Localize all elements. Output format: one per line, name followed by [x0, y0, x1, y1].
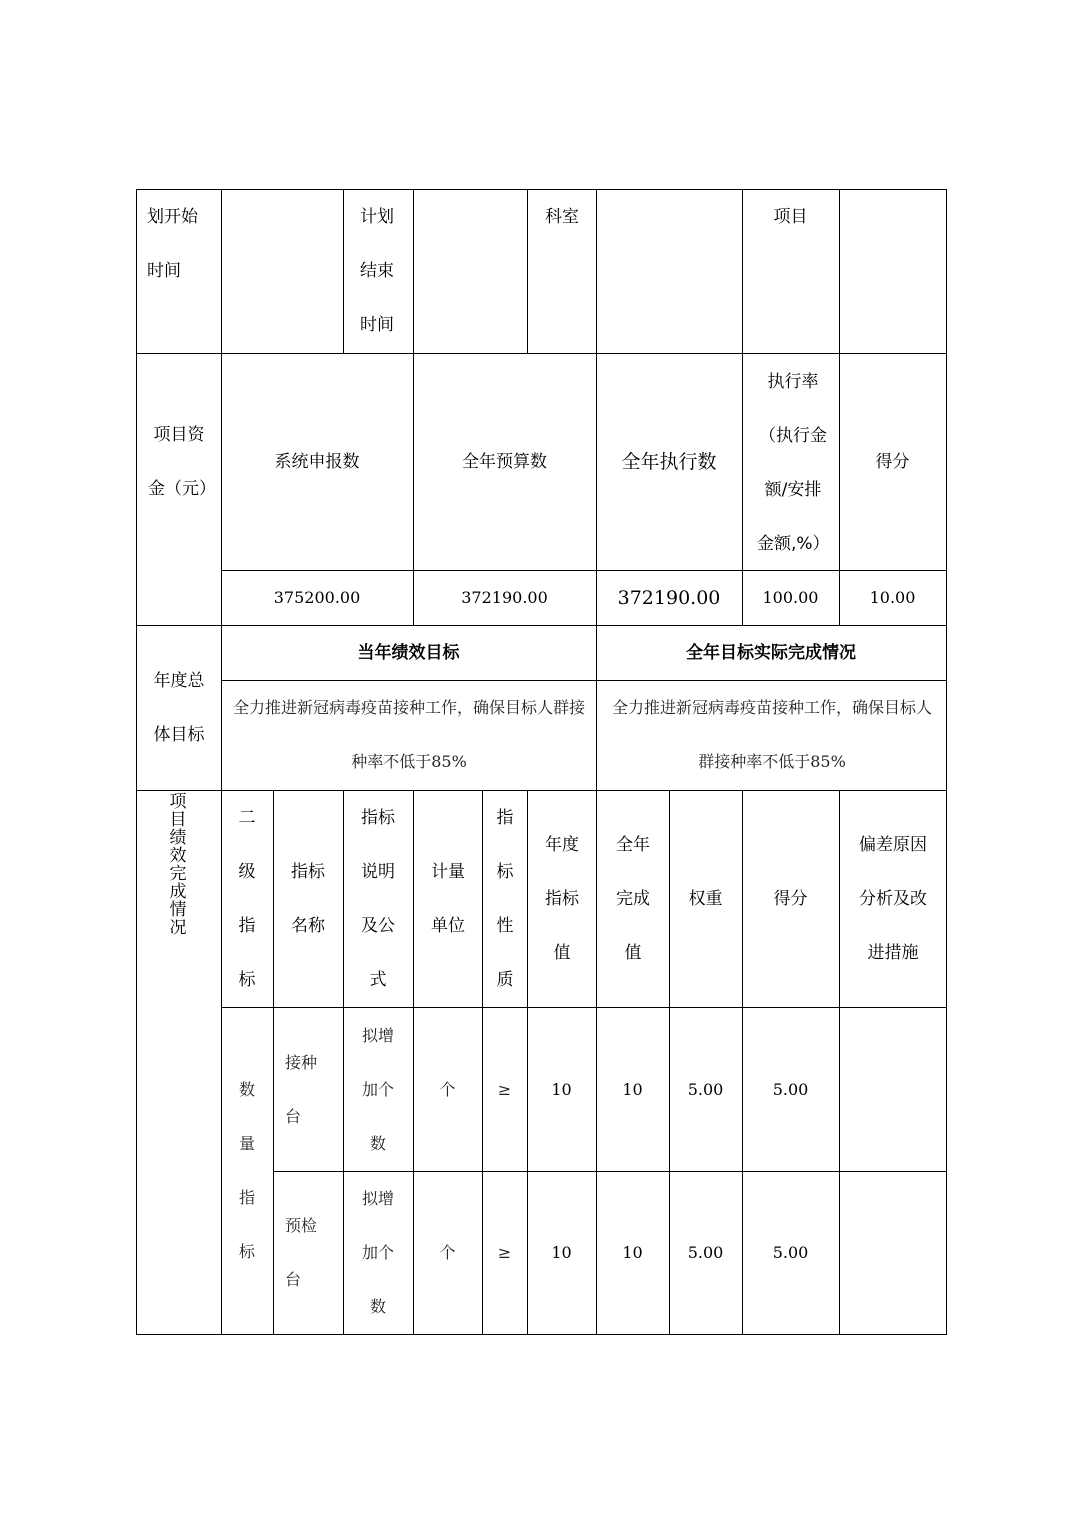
col-divider [839, 790, 840, 1334]
header-level2: 二级指标 [238, 808, 256, 990]
row-unit: 个 [439, 1243, 456, 1262]
funds-declared-value: 375200.00 [273, 588, 361, 607]
row-target: 10 [551, 1243, 572, 1262]
row-name: 预检台 [285, 1216, 318, 1289]
dept-label: 科室 [545, 207, 579, 227]
performance-label: 项目绩效完成情况 [169, 792, 187, 938]
header-reason: 偏差原因分析及改进措施 [859, 835, 927, 963]
funds-score-value: 10.00 [869, 588, 916, 607]
header-name: 指标名称 [291, 862, 325, 936]
row-weight: 5.00 [687, 1243, 724, 1262]
col-divider [839, 189, 840, 353]
row-actual: 10 [622, 1080, 643, 1099]
col-divider [413, 189, 414, 353]
funds-rate-value: 100.00 [762, 588, 819, 607]
row-divider [136, 353, 947, 354]
row-name: 接种台 [285, 1053, 318, 1126]
funds-label: 项目资金（元） [148, 425, 216, 499]
annual-actual-text: 全力推进新冠病毒疫苗接种工作，确保目标人群接种率不低于85% [611, 698, 932, 771]
group-quantity: 数量指标 [238, 1080, 255, 1261]
table-border-bottom [136, 1334, 947, 1335]
funds-budget-value: 372190.00 [461, 588, 548, 607]
funds-executed-header: 全年执行数 [621, 451, 717, 473]
header-target: 年度指标值 [545, 835, 579, 963]
project-label: 项目 [773, 207, 808, 227]
annual-target-text: 全力推进新冠病毒疫苗接种工作，确保目标人群接种率不低于85% [232, 698, 585, 771]
annual-label: 年度总体目标 [153, 671, 205, 745]
row-desc: 拟增加个数 [361, 1189, 394, 1316]
row-unit: 个 [439, 1080, 456, 1099]
col-divider [221, 189, 222, 353]
row-score: 5.00 [772, 1080, 809, 1099]
funds-score-header: 得分 [875, 452, 910, 472]
funds-executed-value: 372190.00 [617, 587, 721, 609]
row-nature: ≥ [497, 1243, 512, 1262]
header-weight: 权重 [688, 889, 723, 909]
col-divider [273, 790, 274, 1334]
col-divider [221, 790, 222, 1334]
header-unit: 计量单位 [431, 862, 465, 936]
row-score: 5.00 [772, 1243, 809, 1262]
annual-actual-header: 全年目标实际完成情况 [686, 643, 856, 663]
funds-budget-header: 全年预算数 [462, 452, 547, 472]
row-desc: 拟增加个数 [361, 1026, 394, 1153]
header-nature: 指标性质 [496, 808, 514, 990]
row-actual: 10 [622, 1243, 643, 1262]
header-actual: 全年完成值 [616, 835, 650, 963]
col-divider [343, 790, 344, 1334]
end-time-label: 计划结束时间 [360, 207, 394, 335]
row-weight: 5.00 [687, 1080, 724, 1099]
funds-declared-header: 系统申报数 [274, 452, 360, 472]
header-score: 得分 [773, 889, 808, 909]
row-target: 10 [551, 1080, 572, 1099]
annual-target-header: 当年绩效目标 [357, 643, 460, 663]
row-nature: ≥ [497, 1080, 512, 1099]
header-desc: 指标说明及公式 [361, 808, 395, 990]
table-border-right [946, 189, 947, 1335]
table-border-left [136, 189, 137, 1335]
col-divider [343, 189, 344, 353]
funds-rate-header: 执行率（执行金额/安排金额,%） [757, 372, 830, 554]
start-time-label: 划开始时间 [147, 207, 198, 281]
